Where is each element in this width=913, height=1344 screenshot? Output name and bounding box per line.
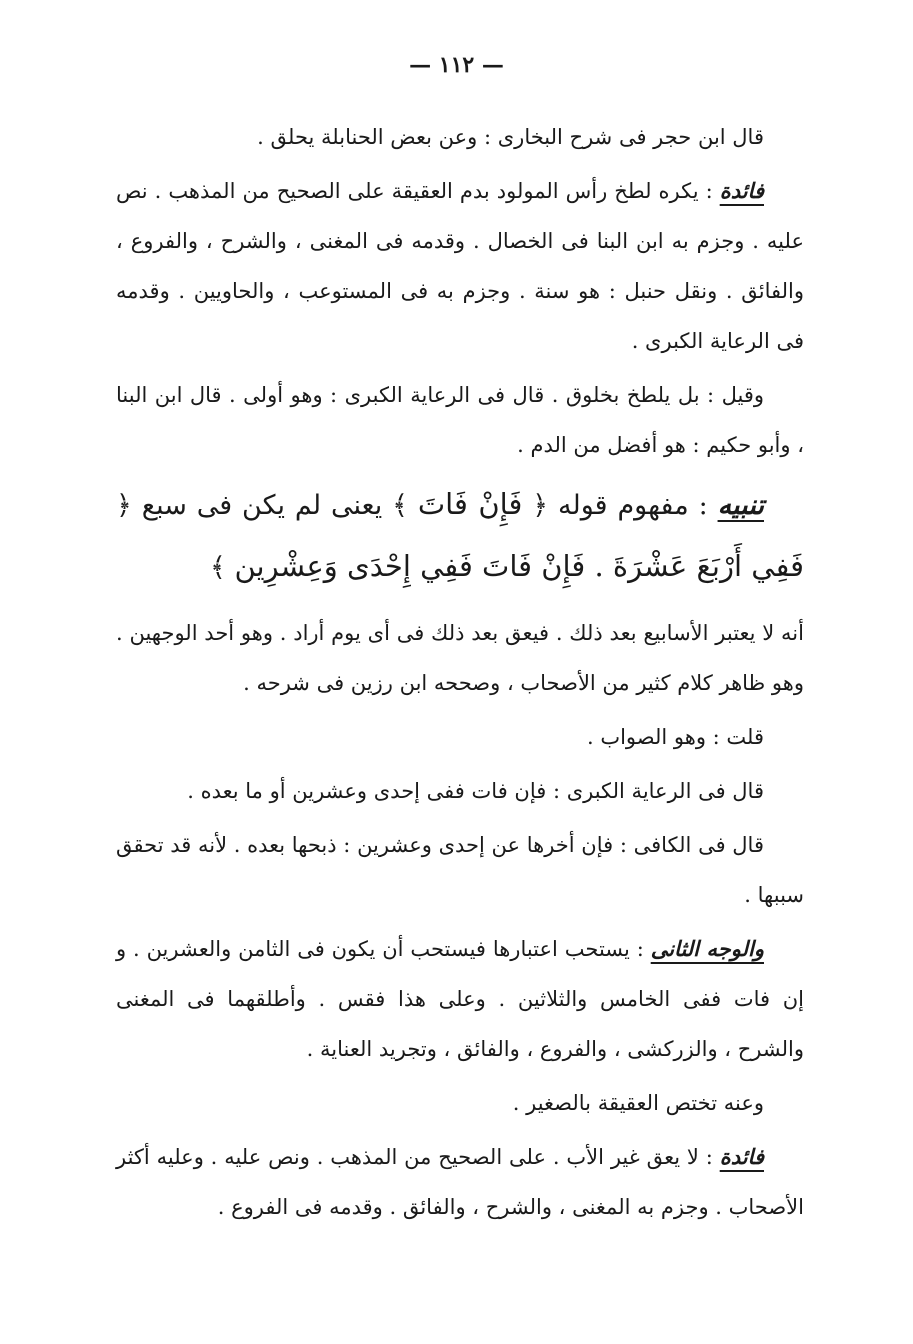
paragraph-tanbih	[116, 474, 804, 598]
page-number: — ١١٢ —	[409, 52, 504, 78]
paragraph-heading: تنبيه	[717, 490, 764, 521]
quoted-phrase: فَإِنْ فَاتَ	[417, 487, 523, 521]
paragraph-text: قال فى الكافى : فإن أخرها عن إحدى وعشرين : ذبحها بعده . لأنه قد تحقق سببها .	[116, 833, 804, 907]
paragraph-kafi	[116, 820, 804, 920]
paragraph-text: : لا يعق غير الأب . على الصحيح من المذهب . ونص عليه . وعليه أكثر الأصحاب . وجزم به المغنى ، والشرح ، والفائق . وقدمه فى الفروع .	[116, 1145, 804, 1219]
paragraph-wa-qila	[116, 370, 804, 470]
paragraph-text: وعنه تختص العقيقة بالصغير .	[512, 1091, 764, 1115]
paragraph-faida-1	[116, 166, 804, 366]
paragraph-text: ﴾	[210, 552, 235, 583]
paragraph-heading: فائدة	[719, 178, 764, 203]
paragraph-text: ﴾ يعنى لم يكن فى سبع ﴿	[116, 490, 418, 521]
paragraph-second-view	[116, 924, 804, 1074]
paragraph-wa-anhu	[116, 1078, 804, 1128]
paragraph-faida-2	[116, 1132, 804, 1232]
paragraph-text: : يكره لطخ رأس المولود بدم العقيقة على الصحيح من المذهب . نص عليه . وجزم به ابن البنا فى الخصال . وقدمه فى المغنى ، والشرح ، والفروع ، والفائق . ونقل حنبل : هو سنة . وجزم به فى المستوعب ، والحاويين . وقدمه فى الرعاية الكبرى .	[116, 179, 804, 353]
paragraph-asabi	[116, 608, 804, 708]
quoted-phrase: فَفِي أَرْبَعَ عَشْرَةَ . فَإِنْ فَاتَ فَفِي إِحْدَى وَعِشْرِين	[234, 549, 804, 583]
paragraph-text: : مفهوم قوله ﴿	[522, 490, 718, 521]
paragraph-heading: والوجه الثانى	[650, 936, 764, 961]
paragraph-text: قال فى الرعاية الكبرى : فإن فات ففى إحدى وعشرين أو ما بعده .	[187, 779, 764, 803]
paragraph-ibn-hajar	[116, 112, 804, 162]
paragraph-qultu	[116, 712, 804, 762]
paragraph-text: : يستحب اعتبارها فيستحب أن يكون فى الثامن والعشرين . و إن فات ففى الخامس والثلاثين . وعلى هذا فقس . وأطلقهما فى المغنى والشرح ، والزركشى ، والفروع ، والفائق ، وتجريد العناية .	[116, 937, 804, 1061]
paragraph-text: قلت : وهو الصواب .	[586, 725, 764, 749]
paragraph-text: أنه لا يعتبر الأسابيع بعد ذلك . فيعق بعد ذلك فى أى يوم أراد . وهو أحد الوجهين . وهو ظاهر كلام كثير من الأصحاب ، وصححه ابن رزين فى شرحه .	[116, 621, 804, 695]
paragraph-text: قال ابن حجر فى شرح البخارى : وعن بعض الحنابلة يحلق .	[257, 125, 764, 149]
page-body	[116, 112, 804, 1236]
paragraph-heading: فائدة	[719, 1144, 764, 1169]
paragraph-text: وقيل : بل يلطخ بخلوق . قال فى الرعاية الكبرى : وهو أولى . قال ابن البنا ، وأبو حكيم : هو أفضل من الدم .	[116, 383, 804, 457]
paragraph-riaya	[116, 766, 804, 816]
